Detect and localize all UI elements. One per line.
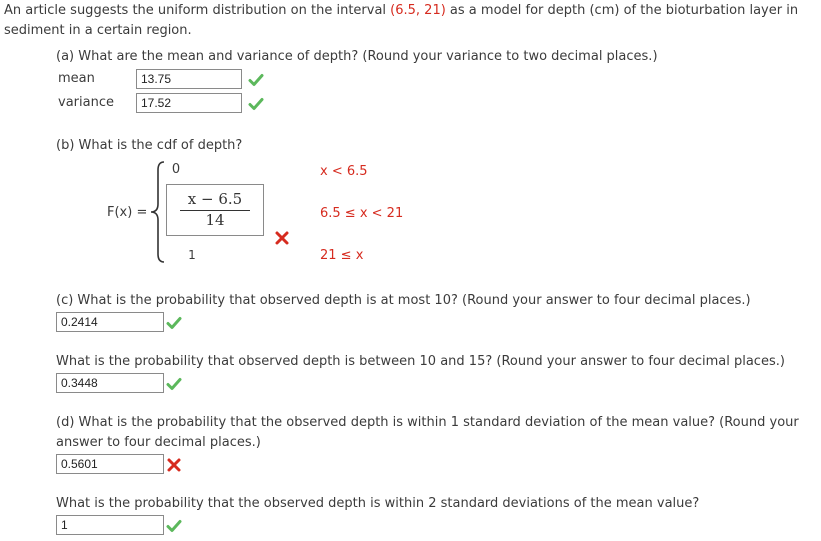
intro-text-continued: as a model for depth (cm) of the bioturbation layer in sediment in a certain region. [4,3,799,38]
part-a-question: (a) What are the mean and variance of depth? (Round your variance to two decimal places.) [56,49,658,64]
part-c-question-1: (c) What is the probability that observed depth is at most 10? (Round your answer to four decimal places.) [56,293,751,308]
intro-text: An article suggests the uniform distribution on the interval [4,3,391,18]
x-icon [166,457,182,473]
cdf-case3-condition: 21 ≤ x [320,248,364,263]
x-icon [274,230,290,246]
mean-input[interactable]: 13.75 [136,69,242,89]
check-icon [166,315,182,331]
cdf-case1-condition: x < 6.5 [320,164,368,179]
cdf-case2-input[interactable] [166,184,264,236]
answer-d1-input[interactable]: 0.5601 [56,454,164,474]
cdf-case1-value: 0 [171,162,181,177]
part-b-question: (b) What is the cdf of depth? [56,138,243,153]
part-c-question-2: What is the probability that observed depth is between 10 and 15? (Round your answer to four decimal places.) [56,354,785,369]
mean-label: mean [58,71,95,86]
cdf-case2-condition: 6.5 ≤ x < 21 [320,206,404,221]
fraction-numerator: x − 6.5 [187,190,243,208]
interval-text: (6.5, 21) [390,3,446,18]
cdf-case3-value: 1 [188,248,196,262]
check-icon [166,518,182,534]
problem-statement [4,1,816,41]
variance-input[interactable]: 17.52 [136,93,242,113]
left-brace [148,160,168,264]
fx-label: F(x) = [107,205,148,220]
variance-label: variance [58,95,114,110]
part-d-question-1-line-2: answer to four decimal places.) [56,435,261,450]
answer-d2-input[interactable]: 1 [56,515,164,535]
check-icon [166,376,182,392]
check-icon [248,96,264,112]
check-icon [248,72,264,88]
answer-c2-input[interactable]: 0.3448 [56,373,164,393]
part-d-question-1-line-1: (d) What is the probability that the observed depth is within 1 standard deviation of the mean value? (Round your [56,415,799,430]
answer-c1-input[interactable]: 0.2414 [56,312,164,332]
fraction-denominator: 14 [205,211,225,229]
part-d-question-2: What is the probability that the observed depth is within 2 standard deviations of the mean value? [56,496,700,511]
